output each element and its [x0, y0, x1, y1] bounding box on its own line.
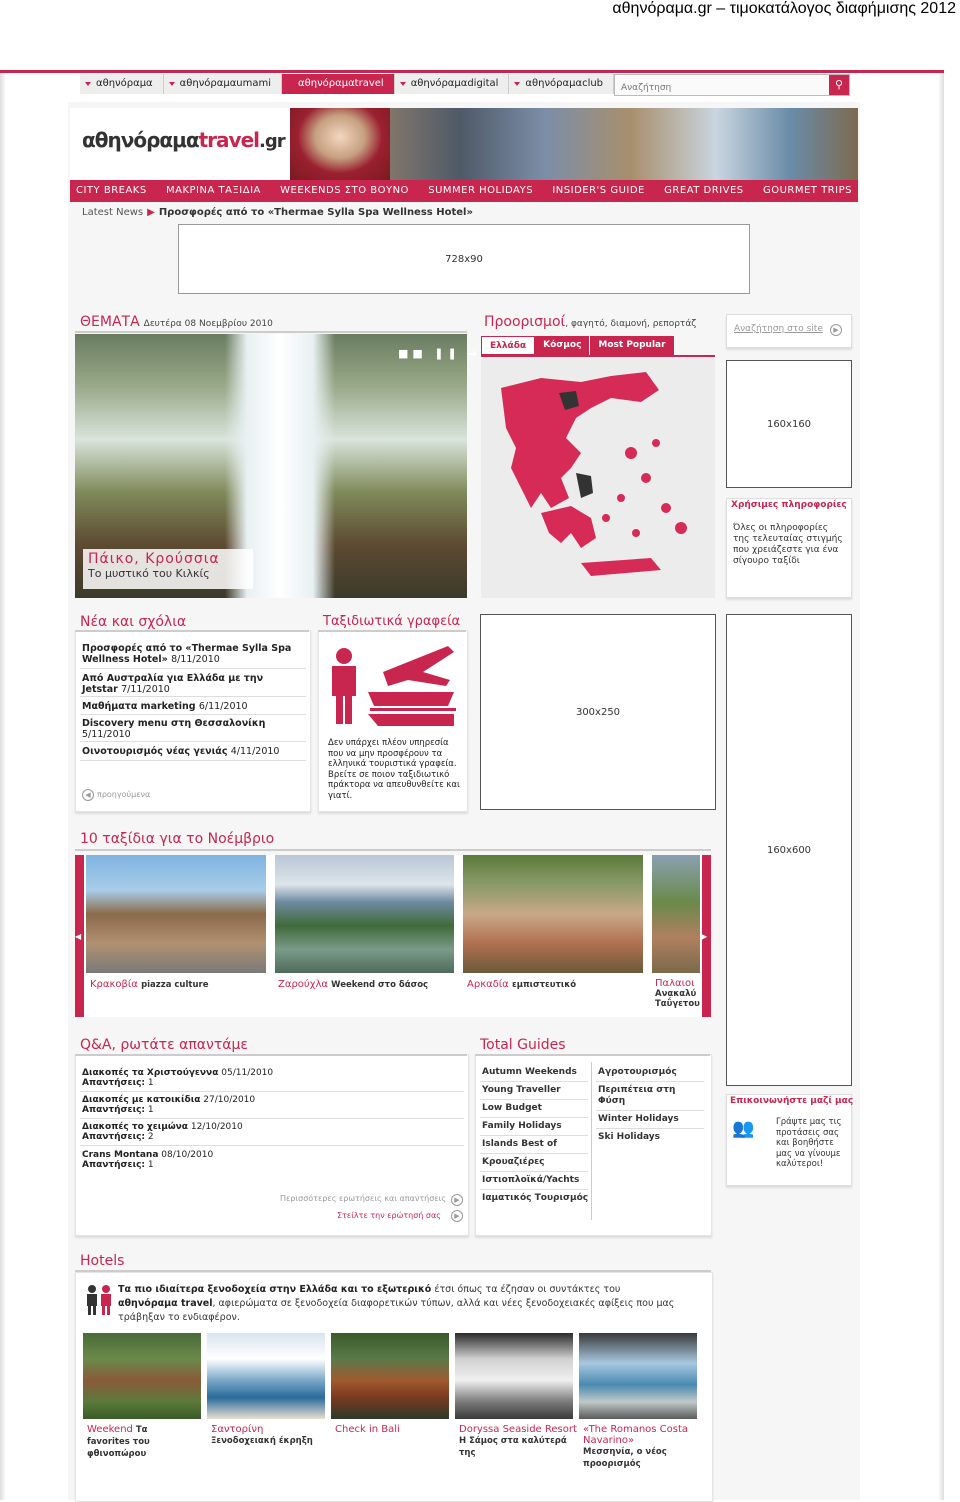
latest-news-link[interactable]: Προσφορές από το «Thermae Sylla Spa Wellness Hotel»: [158, 207, 473, 218]
travel-agencies-text: Δεν υπάρχει πλέον υπηρεσία που να μην προσφέρουν τα ελληνικά τουριστικά γραφεία. Βρείτε σε ποιον ταξιδιωτικό πράκτορα να απευθυνθείτε και γιατί.: [328, 738, 460, 801]
hotels-heading: Hotels: [80, 1253, 125, 1269]
themes-heading: ΘΕΜΑΤΑ Δευτέρα 08 Νοεμβρίου 2010: [80, 314, 273, 330]
hotel-image[interactable]: [455, 1333, 573, 1419]
hotel-caption[interactable]: Σαντορίνη Ξενοδοχειακή έκρηξη: [211, 1424, 313, 1446]
more-qa-link[interactable]: Περισσότερες ερωτήσεις και απαντήσεις: [280, 1194, 447, 1203]
tab-athinorama[interactable]: αθηνόραμα: [80, 74, 164, 94]
destinations-heading: Προορισμοί, φαγητό, διαμονή, ρεπορτάζ: [484, 314, 697, 330]
arrow-right-icon[interactable]: ▶: [451, 1210, 463, 1222]
nav-great-drives[interactable]: GREAT DRIVES: [664, 185, 744, 196]
nav-summer-holidays[interactable]: SUMMER HOLIDAYS: [428, 185, 534, 196]
tab-travel[interactable]: αθηνόραμαtravel: [282, 74, 395, 94]
trips-heading: 10 ταξίδια για το Νοέμβριο: [80, 831, 275, 847]
krakow-image[interactable]: [86, 855, 266, 973]
hotel-image[interactable]: [207, 1333, 325, 1419]
carousel-next-icon[interactable]: ▶: [701, 932, 708, 941]
destination-tabs: [481, 336, 675, 355]
themes-rule: [75, 331, 467, 333]
right-shadow: [938, 73, 944, 1500]
news-item[interactable]: Προσφορές από το «Thermae Sylla Spa Wellness Hotel» 8/11/2010: [82, 643, 292, 665]
hotel-guests-icon: [84, 1284, 114, 1316]
news-item[interactable]: Από Αυστραλία για Ελλάδα με την Jetstar 7/11/2010: [82, 673, 264, 695]
tab-club[interactable]: αθηνόραμαclub: [509, 74, 614, 94]
contact-text: Γράψτε μας τις προτάσεις σας και βοηθήστε μας να γίνουμε καλύτεροι!: [776, 1117, 842, 1169]
send-question-link[interactable]: Στείλτε την ερώτησή σας: [337, 1211, 441, 1220]
nav-gourmet-trips[interactable]: GOURMET TRIPS: [762, 185, 852, 196]
site-search-link[interactable]: Αναζήτηση στο site: [734, 324, 823, 334]
tab-most-popular[interactable]: Most Popular: [590, 336, 674, 355]
guide-link[interactable]: Islands Best of: [482, 1139, 558, 1149]
guide-link[interactable]: Αγροτουρισμός: [598, 1067, 677, 1077]
ad-160x160[interactable]: 160x160: [726, 360, 852, 488]
contact-title[interactable]: Επικοινωνήστε μαζί μας: [730, 1096, 854, 1106]
arrow-right-icon[interactable]: ▶: [451, 1194, 463, 1206]
hotel-caption[interactable]: Check in Bali: [335, 1424, 400, 1435]
zarouchla-image[interactable]: [275, 855, 454, 973]
header-divider: [0, 70, 944, 73]
useful-info-title[interactable]: Χρήσιμες πληροφορίες: [731, 500, 847, 510]
previous-news-link[interactable]: προηγούμενα: [97, 790, 151, 799]
greece-map[interactable]: [481, 358, 715, 598]
search-input[interactable]: [615, 79, 833, 97]
slideshow-controls[interactable]: ■■ ❚❚ ➜: [398, 347, 482, 360]
hero-caption-title: Πάικο, Κρούσσια: [88, 551, 220, 567]
guide-link[interactable]: Ιστιοπλοϊκά/Yachts: [482, 1175, 580, 1185]
trip-caption[interactable]: Αρκαδία εμπιστευτικό: [467, 979, 577, 990]
search-box: [614, 74, 850, 96]
guide-link[interactable]: Young Traveller: [482, 1085, 561, 1095]
guide-link[interactable]: Autumn Weekends: [482, 1067, 577, 1077]
arcadia-image[interactable]: [463, 855, 643, 973]
news-rule: [75, 630, 309, 632]
destinations-rule: [481, 355, 715, 357]
tab-world[interactable]: Κόσμος: [535, 336, 590, 355]
trips-rule: [75, 849, 711, 851]
guide-link[interactable]: Winter Holidays: [598, 1114, 679, 1124]
news-item[interactable]: Μαθήματα marketing 6/11/2010: [82, 701, 248, 712]
ad-160x600[interactable]: 160x600: [726, 614, 852, 1086]
site-logo[interactable]: αθηνόραμαtravel.gr: [82, 128, 285, 152]
left-shadow: [0, 73, 6, 1500]
travel-agency-icon: [328, 642, 458, 730]
arrow-left-icon[interactable]: ◀: [82, 789, 94, 801]
ad-728x90[interactable]: 728x90: [178, 224, 750, 294]
guide-link[interactable]: Family Holidays: [482, 1121, 562, 1131]
qa-item[interactable]: Διακοπές το χειμώνα 12/10/2010 Απαντήσεις: 2: [82, 1122, 243, 1142]
latest-news-ticker: Latest News ▶ Προσφορές από το «Thermae Sylla Spa Wellness Hotel»: [82, 207, 473, 218]
tab-digital[interactable]: αθηνόραμαdigital: [395, 74, 510, 94]
search-icon[interactable]: ⚲: [829, 75, 849, 95]
ad-300x250[interactable]: 300x250: [480, 614, 716, 810]
taygetos-image[interactable]: [652, 855, 700, 973]
useful-info-text: Όλες οι πληροφορίες της τελευταίας στιγμής που χρειάζεστε για ένα σίγουρο ταξίδι: [733, 523, 843, 566]
qa-rule: [75, 1054, 467, 1056]
travel-agencies-heading: Ταξιδιωτικά γραφεία: [323, 614, 461, 629]
news-item[interactable]: Οινοτουρισμός νέας γενιάς 4/11/2010: [82, 746, 280, 757]
tab-greece[interactable]: Ελλάδα: [481, 336, 535, 355]
trip-caption[interactable]: Κρακοβία piazza culture: [90, 979, 209, 990]
guide-link[interactable]: Ιαματικός Τουρισμός: [482, 1193, 589, 1203]
qa-item[interactable]: Crans Montana 08/10/2010 Απαντήσεις: 1: [82, 1150, 214, 1170]
news-heading: Νέα και σχόλια: [80, 614, 187, 630]
travel-agencies-rule: [318, 630, 466, 632]
guide-link[interactable]: Low Budget: [482, 1103, 542, 1113]
trip-caption[interactable]: Παλαιοι Ανακαλύ Ταΰγετου: [655, 979, 700, 1009]
hotel-caption[interactable]: «The Romanos Costa Navarino» Μεσσηνία, ο νέος προορισμός: [583, 1424, 689, 1469]
hotel-caption[interactable]: Doryssa Seaside Resort Η Σάμος στα καλύτερά της: [459, 1424, 577, 1458]
tab-umami[interactable]: αθηνόραμαumami: [164, 74, 282, 94]
guide-link[interactable]: Ski Holidays: [598, 1132, 661, 1142]
header-couple-image: [290, 108, 390, 180]
qa-heading: Q&A, ρωτάτε απαντάμε: [80, 1037, 248, 1053]
nav-mountain-weekends[interactable]: WEEKENDS ΣΤΟ ΒΟΥΝΟ: [280, 185, 409, 196]
guides-heading: Total Guides: [480, 1037, 566, 1053]
hotel-image[interactable]: [331, 1333, 449, 1419]
guide-link[interactable]: Περιπέτεια στη Φύση: [598, 1085, 676, 1106]
hero-caption-subtitle: Το μυστικό του Κιλκίς: [88, 567, 210, 580]
main-nav: [70, 180, 858, 202]
people-icon: 👥: [732, 1118, 755, 1139]
nav-long-trips[interactable]: ΜΑΚΡΙΝΑ ΤΑΞΙΔΙΑ: [166, 185, 261, 196]
arrow-right-icon[interactable]: ▶: [830, 324, 842, 336]
nav-city-breaks[interactable]: CITY BREAKS: [76, 185, 147, 196]
hotel-image[interactable]: [579, 1333, 697, 1419]
document-title: αθηνόραμα.gr – τιμοκατάλογος διαφήμισης 2012: [612, 0, 956, 17]
trip-caption[interactable]: Ζαρούχλα Weekend στο δάσος: [278, 979, 429, 990]
carousel-prev-icon[interactable]: ◀: [75, 932, 82, 941]
news-item[interactable]: Discovery menu στη Θεσσαλονίκη 5/11/2010: [82, 718, 266, 740]
hotel-image[interactable]: [83, 1333, 201, 1419]
hotel-caption[interactable]: Weekend Τα favorites του φθινοπώρου: [87, 1424, 150, 1459]
hotels-intro: Τα πιο ιδιαίτερα ξενοδοχεία στην Ελλάδα και το εξωτερικό έτσι όπως τα έζησαν οι συντάκτες του αθηνόραμα travel, αφιερώματα σε ξενοδοχεία διαφορετικών τύπων, αλλά και νέες ξενοδοχειακές αφίξεις που μας τράβηξαν το ενδιαφέρον.: [118, 1284, 675, 1323]
hero-caption[interactable]: [83, 549, 253, 589]
network-tabs: [80, 74, 614, 94]
guides-rule: [475, 1054, 710, 1056]
nav-insiders-guide[interactable]: INSIDER'S GUIDE: [552, 185, 645, 196]
guide-link[interactable]: Κρουαζιέρες: [482, 1157, 545, 1167]
qa-item[interactable]: Διακοπές με κατοικίδια 27/10/2010 Απαντήσεις: 1: [82, 1095, 256, 1115]
qa-item[interactable]: Διακοπές τα Χριστούγεννα 05/11/2010 Απαντήσεις: 1: [82, 1068, 274, 1088]
